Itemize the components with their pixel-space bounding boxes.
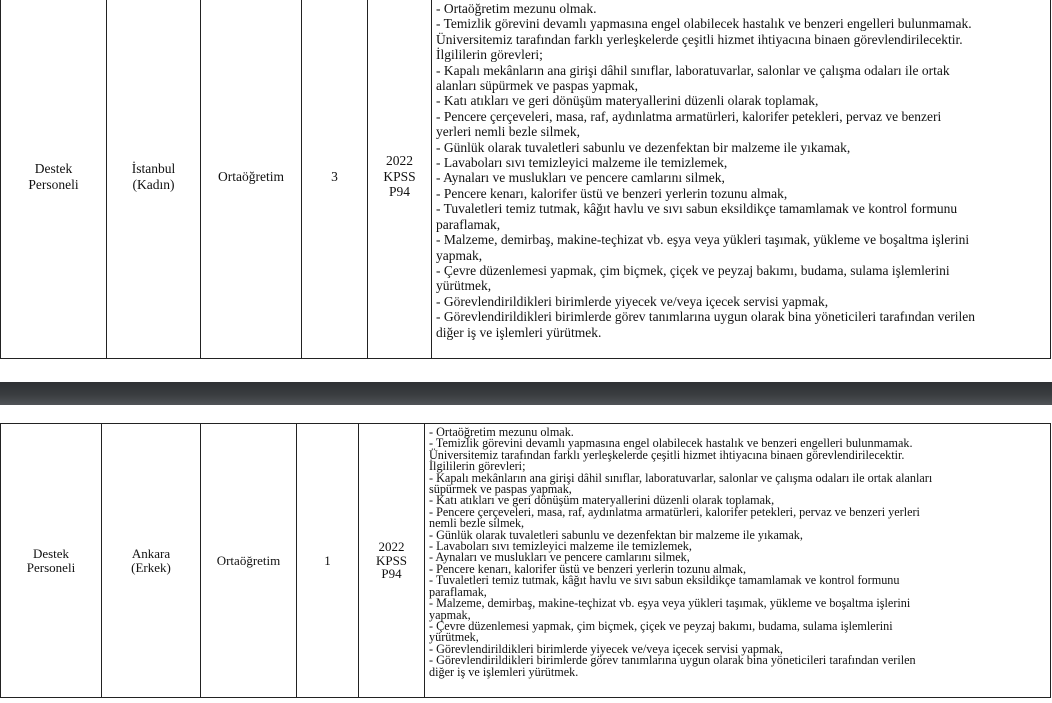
- description-line: - Çevre düzenlemesi yapmak, çim biçmek, çiçek ve peyzaj bakımı, budama, sulama işlemlerini: [436, 262, 950, 278]
- description-line: - Malzeme, demirbaş, makine-teçhizat vb. eşya veya yükleri taşımak, yükleme ve boşaltma işlerini: [429, 596, 911, 611]
- description-line: yerleri nemli bezle silmek,: [436, 124, 580, 140]
- unit-line: Destek: [34, 160, 73, 176]
- exam-line: 2022: [386, 153, 413, 169]
- location-cell: [102, 424, 201, 698]
- exam-line: KPSS: [375, 552, 408, 568]
- unit-cell: [1, 0, 107, 359]
- description-line: Üniversitemiz tarafından farklı yerleşkelerde çeşitli hizmet ihtiyacına binaen görevlendirilecektir.: [429, 447, 905, 462]
- description-line: İlgililerin görevleri;: [436, 47, 543, 63]
- description-line: nemli bezle silmek,: [429, 516, 525, 531]
- description-line: - Ortaöğretim mezunu olmak.: [429, 425, 574, 439]
- description-line: - Pencere kenarı, kalorifer üstü ve benzeri yerlerin tozunu almak,: [436, 185, 788, 201]
- exam-line: P94: [388, 184, 410, 200]
- listing-panel-ankara: [0, 405, 1052, 703]
- description-line: paraflamak,: [436, 216, 501, 232]
- unit-cell: [1, 424, 102, 698]
- description-line: - Pencere kenarı, kalorifer üstü ve benzeri yerlerin tozunu almak,: [429, 561, 747, 576]
- description-line: İlgililerin görevleri;: [429, 459, 526, 474]
- description-line: - Tuvaletleri temiz tutmak, kâğıt havlu ve sıvı sabun eksildikçe tamamlamak ve kontrol formunu: [429, 573, 900, 588]
- description-cell: [432, 0, 1051, 359]
- description-line: - Pencere çerçeveleri, masa, raf, aydınlatma armatürleri, kalorifer petekleri, pervaz ve benzeri: [436, 108, 942, 124]
- exam-cell: [368, 0, 432, 359]
- description-line: yapmak,: [436, 247, 483, 263]
- description-line: - Kapalı mekânların ana girişi dâhil sınıflar, laboratuvarlar, salonlar ve çalışma odaları ile ortak: [436, 62, 950, 78]
- unit-line: Personeli: [26, 559, 76, 575]
- description-cell: [425, 424, 1051, 698]
- exam-cell: [359, 424, 425, 698]
- unit-line: Personeli: [28, 176, 79, 192]
- description-line: - Görevlendirildikleri birimlerde görev tanımlarına uygun olarak bina yöneticileri tarafından verilen: [429, 653, 916, 668]
- description-line: yürütmek,: [436, 278, 492, 294]
- location-line: (Erkek): [131, 559, 171, 575]
- quota-cell: 1: [297, 424, 359, 698]
- job-listing-table: [0, 423, 1051, 698]
- education-cell: Ortaöğretim: [201, 0, 302, 359]
- description-line: Üniversitemiz tarafından farklı yerleşkelerde çeşitli hizmet ihtiyacına binaen görevlendirilecektir.: [436, 31, 963, 47]
- exam-line: 2022: [378, 539, 405, 555]
- description-line: - Günlük olarak tuvaletleri sabunlu ve dezenfektan bir malzeme ile yıkamak,: [436, 139, 851, 155]
- location-line: Ankara: [131, 546, 171, 562]
- unit-line: Destek: [32, 546, 70, 562]
- description-line: - Aynaları ve muslukları ve pencere camlarını silmek,: [429, 550, 690, 565]
- exam-line: KPSS: [383, 168, 416, 184]
- quota-cell: 3: [302, 0, 368, 359]
- description-line: - Temizlik görevini devamlı yapmasına engel olabilecek hastalık ve benzeri engelleri bulunmamak.: [436, 16, 972, 32]
- description-line: - Katı atıkları ve geri dönüşüm materyallerini düzenli olarak toplamak,: [436, 93, 819, 109]
- description-line: - Çevre düzenlemesi yapmak, çim biçmek, çiçek ve peyzaj bakımı, budama, sulama işlemlerini: [429, 618, 893, 633]
- description-line: - Malzeme, demirbaş, makine-teçhizat vb. eşya veya yükleri taşımak, yükleme ve boşaltma işlerini: [436, 232, 970, 248]
- education-cell: Ortaöğretim: [201, 424, 297, 698]
- description-line: - Görevlendirildikleri birimlerde yiyecek ve/veya içecek servisi yapmak,: [429, 641, 783, 656]
- description-line: - Lavaboları sıvı temizleyici malzeme ile temizlemek,: [436, 155, 728, 171]
- description-line: - Günlük olarak tuvaletleri sabunlu ve dezenfektan bir malzeme ile yıkamak,: [429, 527, 803, 542]
- table-row: [1, 424, 1051, 698]
- description-line: süpürmek ve paspas yapmak,: [429, 482, 572, 497]
- description-line: alanları süpürmek ve paspas yapmak,: [436, 78, 639, 94]
- description-line: - Lavaboları sıvı temizleyici malzeme ile temizlemek,: [429, 539, 692, 554]
- description-line: - Pencere çerçeveleri, masa, raf, aydınlatma armatürleri, kalorifer petekleri, pervaz ve benzeri yerleri: [429, 504, 920, 519]
- panel-divider: [0, 382, 1052, 405]
- location-line: (Kadın): [132, 176, 175, 192]
- description-line: diğer iş ve işlemleri yürütmek.: [436, 324, 602, 340]
- description-line: - Görevlendirildikleri birimlerde yiyecek ve/veya içecek servisi yapmak,: [436, 293, 829, 309]
- description-line: paraflamak,: [429, 584, 487, 599]
- description-line: - Görevlendirildikleri birimlerde görev tanımlarına uygun olarak bina yöneticileri tarafından verilen: [436, 309, 976, 325]
- description-line: - Kapalı mekânların ana girişi dâhil sınıflar, laboratuvarlar, salonlar ve çalışma odaları ile ortak alanları: [429, 470, 933, 485]
- description-line: diğer iş ve işlemleri yürütmek.: [429, 664, 579, 679]
- description-line: - Katı atıkları ve geri dönüşüm materyallerini düzenli olarak toplamak,: [429, 493, 775, 508]
- location-cell: [107, 0, 201, 359]
- description-line: - Temizlik görevini devamlı yapmasına engel olabilecek hastalık ve benzeri engelleri bulunmamak.: [429, 436, 913, 451]
- description-line: - Ortaöğretim mezunu olmak.: [436, 1, 597, 16]
- description-line: yapmak,: [429, 607, 471, 622]
- location-line: İstanbul: [131, 160, 176, 176]
- exam-line: P94: [381, 566, 402, 582]
- description-line: - Aynaları ve muslukları ve pencere camlarını silmek,: [436, 170, 725, 186]
- table-row: [1, 0, 1051, 359]
- description-line: yürütmek,: [429, 630, 479, 645]
- description-line: - Tuvaletleri temiz tutmak, kâğıt havlu ve sıvı sabun eksildikçe tamamlamak ve kontrol formunu: [436, 201, 958, 217]
